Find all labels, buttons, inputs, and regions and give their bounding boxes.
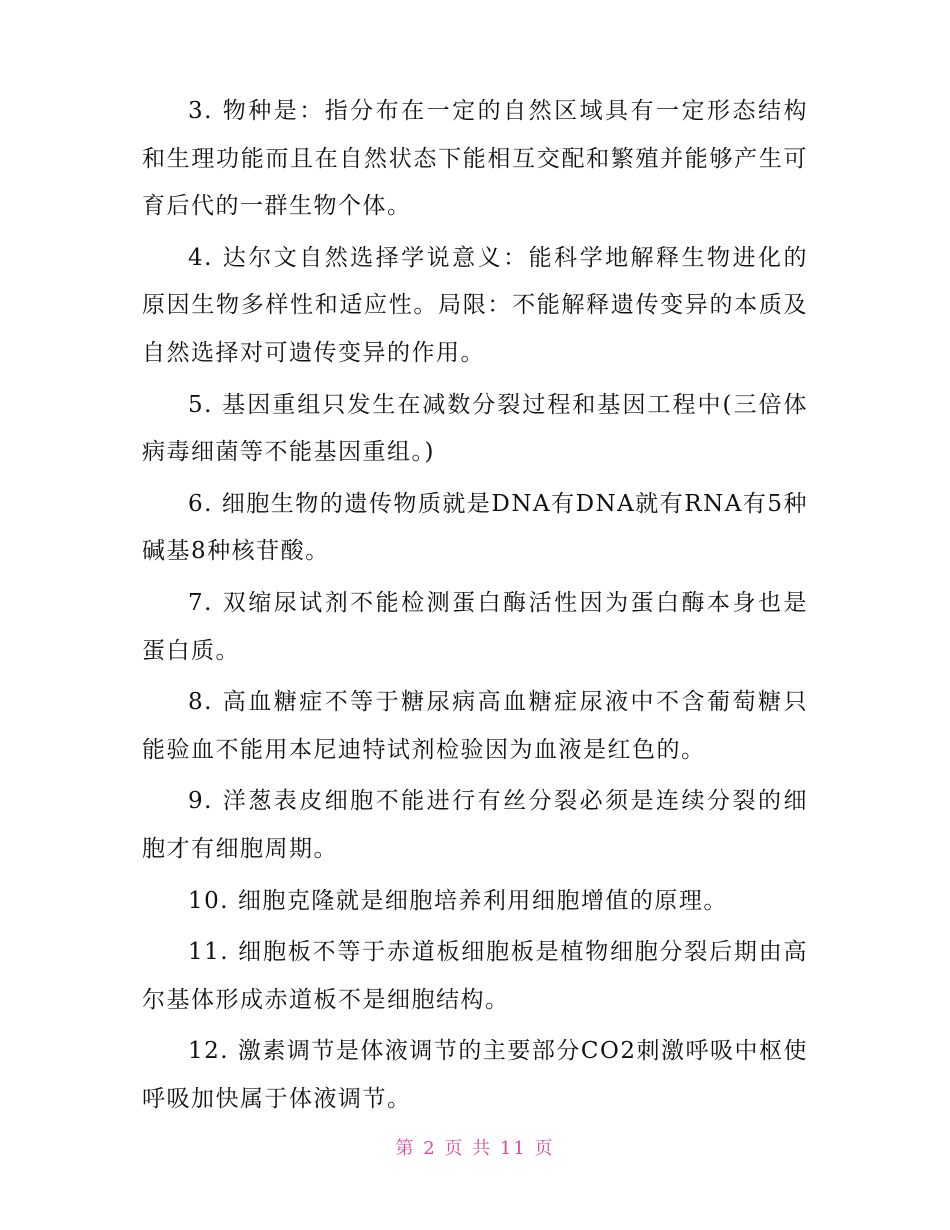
paragraph-6: 6. 细胞生物的遗传物质就是DNA有DNA就有RNA有5种碱基8种核苷酸。	[142, 490, 808, 565]
paragraph-9: 9. 洋葱表皮细胞不能进行有丝分裂必须是连续分裂的细胞才有细胞周期。	[142, 788, 808, 862]
paragraph-5: 5. 基因重组只发生在减数分裂过程和基因工程中(三倍体病毒细菌等不能基因重组。)	[142, 391, 808, 466]
paragraph-7: 7. 双缩尿试剂不能检测蛋白酶活性因为蛋白酶本身也是蛋白质。	[142, 589, 808, 664]
paragraph-4: 4. 达尔文自然选择学说意义：能科学地解释生物进化的原因生物多样性和适应性。局限：不能解释遗传变异的本质及自然选择对可遗传变异的作用。	[142, 244, 808, 366]
document-body	[142, 88, 808, 1127]
paragraph-11: 11. 细胞板不等于赤道板细胞板是植物细胞分裂后期由高尔基体形成赤道板不是细胞结构。	[142, 939, 808, 1013]
paragraph-8: 8. 高血糖症不等于糖尿病高血糖症尿液中不含葡萄糖只能验血不能用本尼迪特试剂检验因为血液是红色的。	[142, 689, 808, 763]
paragraph-3: 3. 物种是：指分布在一定的自然区域具有一定形态结构和生理功能而且在自然状态下能相互交配和繁殖并能够产生可育后代的一群生物个体。	[142, 98, 808, 220]
paragraph-10: 10. 细胞克隆就是细胞培养利用细胞增值的原理。	[188, 887, 728, 914]
page-number-footer: 第 2 页 共 11 页	[395, 1138, 555, 1159]
paragraph-12: 12. 激素调节是体液调节的主要部分CO2刺激呼吸中枢使呼吸加快属于体液调节。	[142, 1038, 808, 1112]
